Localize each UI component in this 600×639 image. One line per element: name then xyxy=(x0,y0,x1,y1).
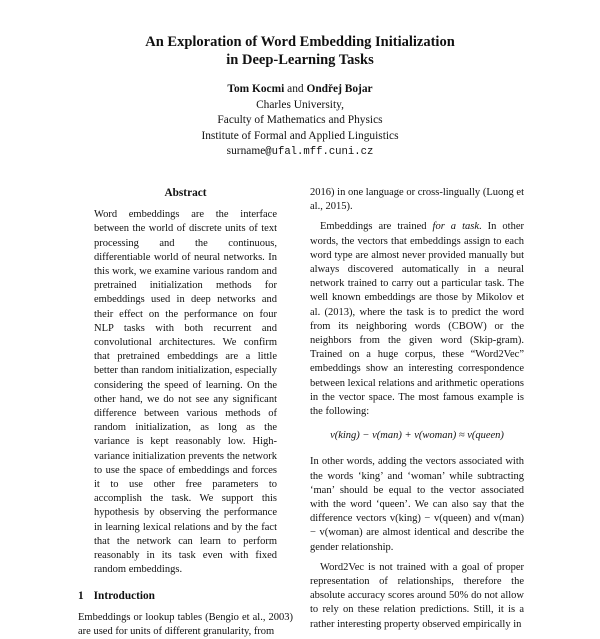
title-line-2: in Deep-Learning Tasks xyxy=(226,52,374,68)
email-domain: @ufal.mff.cuni.cz xyxy=(265,146,374,159)
paragraph-word2vec: Word2Vec is not trained with a goal of proper representation of relationships, therefore the absolute accuracy scores around 50% do not allow to rely on these relation predictions. Still, it is a rather interesting property observed empirically in xyxy=(310,561,524,630)
affiliation-1: Charles University, xyxy=(256,98,344,111)
author-conjunction: and xyxy=(287,83,304,95)
paragraph-continued: 2016) in one language or cross-lingually (Luong et al., 2015). xyxy=(310,187,524,213)
abstract-text: Word embeddings are the interface between the world of discrete units of text processing and the continuous, differentiable world of neural networks. In this work, we examine various random and pretrained initialization methods for embeddings used in deep networks and their effect on the performance on four NLP tasks with both recurrent and convolutional architectures. We confirm that pretrained embeddings are a little better than random initialization, especially considering the speed of learning. On the other hand, we do not see any significant difference between various methods of random initialization, as long as the variance is kept reasonably low. High-variance initialization prevents the network to use the space of embeddings and forces it to use other free parameters to accomplish the task. We support this hypothesis by observing the performance in learning lexical relations and by the fact that the network can learn to perform reasonably in its task even with fixed random embeddings. xyxy=(94,209,277,576)
title-line-1: An Exploration of Word Embedding Initialization xyxy=(145,34,455,50)
section-heading-introduction xyxy=(78,589,293,603)
para1-rest: . In other words, the vectors that embeddings assign to each word type are almost never provided manually but always discovered automatically in a neural network trained to carry out a particular task. The well known embeddings are those by Mikolov et al. (2013), where the task is to predict the word from its neighboring words (CBOW) or the neighbors from the given word (Skip-gram). Trained on a huge corpus, these “Word2Vec” embeddings show an interesting correspondence between lexical relations and arithmetic operations in the vector space. The most famous example is the following: xyxy=(310,221,524,418)
affiliation-3: Institute of Formal and Applied Linguistics xyxy=(201,129,399,142)
authors-line xyxy=(0,82,600,98)
equation: v(king) − v(man) + v(woman) ≈ v(queen) xyxy=(330,430,504,442)
para1-emphasis: for a task xyxy=(432,221,479,233)
email xyxy=(0,144,600,161)
affiliation-2: Faculty of Mathematics and Physics xyxy=(217,114,383,127)
paper-title xyxy=(0,33,600,69)
section-number: 1 xyxy=(78,590,84,603)
abstract-heading: Abstract xyxy=(164,187,207,199)
introduction-text: Embeddings or lookup tables (Bengio et al., 2003) are used for units of different granularity, from xyxy=(78,611,293,637)
paragraph-in-other-words: In other words, adding the vectors associated with the words ‘king’ and ‘woman’ while subtracting ‘man’ should be equal to the vector associated with the word ‘queen’. We can also say that the difference vectors v(king) − v(queen) and v(man) − v(woman) are almost identical and describe the gender relationship. xyxy=(310,456,524,553)
author-1: Tom Kocmi xyxy=(227,83,285,95)
email-prefix: surname xyxy=(226,145,266,158)
para1-start: Embeddings are trained xyxy=(320,221,433,233)
left-column xyxy=(78,186,293,639)
paragraph-embeddings-trained xyxy=(310,220,524,419)
right-column xyxy=(310,186,524,632)
section-title: Introduction xyxy=(93,590,155,603)
author-block xyxy=(0,82,600,161)
author-2: Ondřej Bojar xyxy=(306,83,373,95)
